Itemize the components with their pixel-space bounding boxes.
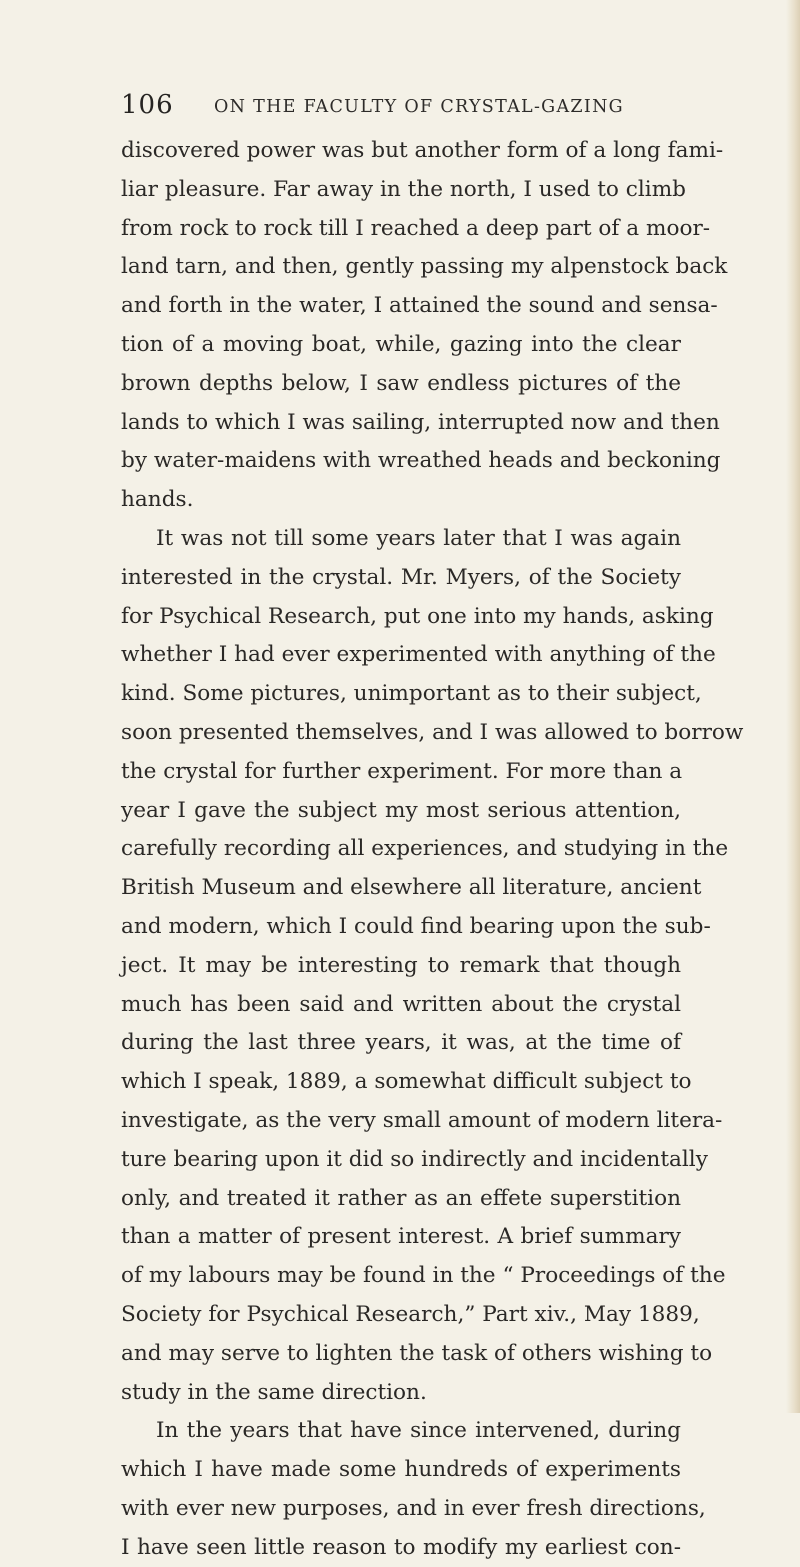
text-line: and may serve to lighten the task of others wishing to	[121, 1340, 713, 1366]
paragraph-end-line: study in the same direction.	[121, 1379, 427, 1405]
text-line: much has been said and written about the crystal	[121, 991, 681, 1017]
text-line: kind. Some pictures, unimportant as to their subject,	[121, 681, 702, 707]
text-line: liar pleasure. Far away in the north, I used to climb	[121, 176, 686, 202]
running-title: ON THE FACULTY OF CRYSTAL-GAZING	[214, 97, 624, 117]
text-line: interested in the crystal. Mr. Myers, of the Society	[121, 564, 681, 590]
text-line: and modern, which I could find bearing upon the sub-	[121, 913, 711, 939]
text-line: by water-maidens with wreathed heads and beckoning	[121, 448, 721, 474]
text-line: land tarn, and then, gently passing my alpenstock back	[121, 254, 728, 280]
text-line: of my labours may be found in the “ Proceedings of the	[121, 1263, 726, 1289]
text-line: discovered power was but another form of a long fami-	[121, 138, 724, 163]
text-line: investigate, as the very small amount of modern litera-	[121, 1107, 723, 1133]
text-line: whether I had ever experimented with anything of the	[121, 642, 716, 668]
text-line: than a matter of present interest. A brief summary	[121, 1224, 681, 1250]
paragraph-start-line: In the years that have since intervened, during	[156, 1418, 681, 1444]
running-head	[121, 88, 681, 128]
body-text	[121, 132, 744, 1567]
text-line: only, and treated it rather as an effete superstition	[121, 1185, 681, 1211]
text-line: which I speak, 1889, a somewhat difficult subject to	[121, 1069, 692, 1095]
text-line: ture bearing upon it did so indirectly and incidentally	[121, 1146, 708, 1172]
text-line: tion of a moving boat, while, gazing into the clear	[121, 331, 681, 357]
text-line: during the last three years, it was, at the time of	[121, 1030, 681, 1056]
text-line: and forth in the water, I attained the sound and sensa-	[121, 293, 718, 319]
paragraph-start-line: It was not till some years later that I was again	[156, 525, 681, 551]
paragraph-end-line: hands.	[121, 487, 194, 513]
text-line: which I have made some hundreds of experiments	[121, 1457, 681, 1483]
text-line: carefully recording all experiences, and studying in the	[121, 836, 729, 862]
page-edge-shadow	[786, 0, 800, 1413]
text-line: ject. It may be interesting to remark that though	[121, 952, 681, 978]
text-line: year I gave the subject my most serious attention,	[121, 797, 681, 823]
text-line: British Museum and elsewhere all literature, ancient	[121, 875, 702, 901]
text-line: lands to which I was sailing, interrupted now and then	[121, 409, 720, 435]
text-line: brown depths below, I saw endless pictures of the	[121, 370, 681, 396]
text-line: Society for Psychical Research,” Part xiv., May 1889,	[121, 1301, 700, 1327]
text-line: for Psychical Research, put one into my hands, asking	[121, 603, 714, 629]
page-number: 106	[121, 90, 174, 120]
text-line: soon presented themselves, and I was allowed to borrow	[121, 719, 744, 745]
text-line: with ever new purposes, and in ever fresh directions,	[121, 1495, 706, 1521]
text-line: from rock to rock till I reached a deep part of a moor-	[121, 215, 711, 241]
text-line: the crystal for further experiment. For more than a	[121, 758, 683, 784]
text-line: I have seen little reason to modify my earliest con-	[121, 1534, 681, 1560]
